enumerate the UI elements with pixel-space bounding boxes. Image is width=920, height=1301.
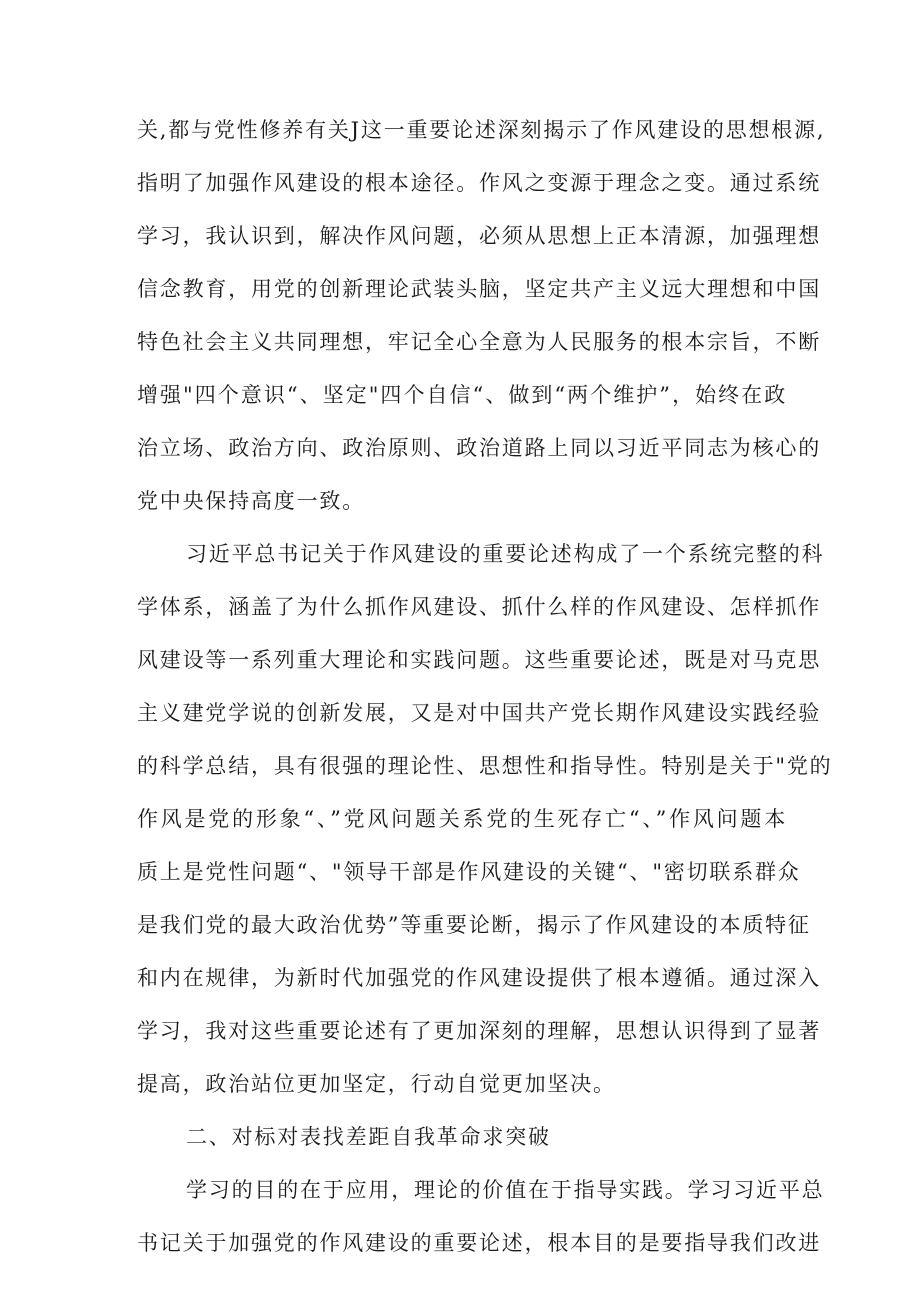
paragraph-2-line: 主义建党学说的创新发展，又是对中国共产党长期作风建设实践经验 [137, 701, 821, 725]
paragraph-2-line: 是我们党的最大政治优势”等重要论断，揭示了作风建设的本质特征 [137, 913, 811, 937]
paragraph-1-line: 指明了加强作风建设的根本途径。作风之变源于理念之变。通过系统 [137, 171, 821, 195]
paragraph-2-line: 作风是党的形象“、”党风问题关系党的生死存亡“、”作风问题本 [137, 807, 787, 831]
paragraph-2-line: 学体系，涵盖了为什么抓作风建设、抓什么样的作风建设、怎样抓作 [137, 595, 821, 619]
paragraph-2-line: 质上是党性问题“、"领导干部是作风建设的关键“、"密切联系群众 [137, 860, 801, 884]
paragraph-1-line: 党中央保持高度一致。 [137, 489, 365, 513]
paragraph-2-line: 的科学总结，具有很强的理论性、思想性和指导性。特别是关于"党的 [137, 754, 833, 778]
paragraph-2-line: 学习，我对这些重要论述有了更加深刻的理解，思想认识得到了显著 [137, 1019, 821, 1043]
paragraph-3-line: 书记关于加强党的作风建设的重要论述，根本目的是要指导我们改进 [137, 1231, 821, 1255]
paragraph-2-line: 提高，政治站位更加坚定，行动自觉更加坚决。 [137, 1072, 616, 1096]
paragraph-1-line: 学习，我认识到，解决作风问题，必须从思想上正本清源，加强理想 [137, 224, 821, 248]
section-heading: 二、对标对表找差距自我革命求突破 [186, 1125, 551, 1149]
paragraph-1-line: 信念教育，用党的创新理论武装头脑，坚定共产主义远大理想和中国 [137, 277, 821, 301]
paragraph-1-line: 关,都与党性修养有关J这一重要论述深刻揭示了作风建设的思想根源, [137, 118, 826, 142]
paragraph-2-line: 习近平总书记关于作风建设的重要论述构成了一个系统完整的科 [186, 542, 825, 566]
paragraph-2-line: 和内在规律，为新时代加强党的作风建设提供了根本遵循。通过深入 [137, 966, 821, 990]
paragraph-1-line: 治立场、政治方向、政治原则、政治道路上同以习近平同志为核心的 [137, 436, 821, 460]
paragraph-1-line: 增强"四个意识“、坚定"四个自信“、做到“两个维护”，始终在政 [137, 383, 787, 407]
paragraph-3-line: 学习的目的在于应用，理论的价值在于指导实践。学习习近平总 [186, 1178, 825, 1202]
paragraph-1-line: 特色社会主义共同理想，牢记全心全意为人民服务的根本宗旨，不断 [137, 330, 821, 354]
paragraph-2-line: 风建设等一系列重大理论和实践问题。这些重要论述，既是对马克思 [137, 648, 821, 672]
